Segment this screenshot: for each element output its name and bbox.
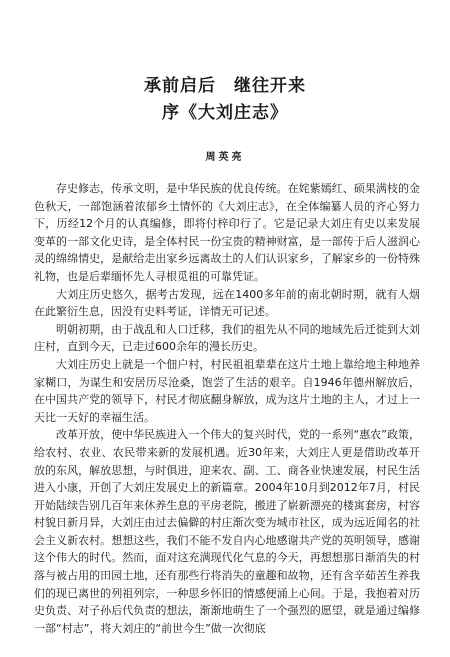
paragraph: 大刘庄历史悠久，据考古发现，远在1400多年前的南北朝时期，就有人烟在此繁衍生息，因没有史料考证，详情无可记述。 xyxy=(34,287,420,319)
title-line-1: 承前启后 继往开来 xyxy=(144,76,306,96)
author-name: 周英亮 xyxy=(205,152,245,163)
paragraph: 存史修志，传承文明，是中华民族的优良传统。在姹紫嫣红、硕果满枝的金色秋天，一部饱涵着浓郁乡土情怀的《大刘庄志》，在全体编纂人员的齐心努力下，历经12个月的认真编修，即将付梓印行了。它是记录大刘庄有史以来发展变革的一部文化史诗，是全体村民一份宝贵的精神财富，是一部传于后人滋润心灵的绵绵情史，是献给走出家乡远离故土的人们认识家乡，了解家乡的一份特殊礼物，也是后辈缅怀先人寻根觅祖的可靠凭证。 xyxy=(34,182,420,283)
body-text xyxy=(34,180,420,637)
paragraph: 大刘庄历史上就是一个佃户村，村民祖祖辈辈在这片土地上靠给地主种地养家糊口，为谋生和安居历尽沧桑，饱尝了生活的艰辛。自1946年德州解放后，在中国共产党的领导下，村民才彻底翻身解放，成为这片土地的主人，才过上一天比一天好的幸福生活。 xyxy=(34,357,420,424)
title-line-2: 序《大刘庄志》 xyxy=(162,103,288,123)
paragraph: 改革开放，使中华民族进入一个伟大的复兴时代，党的一系列“惠农”政策，给农村、农业、农民带来新的发展机遇。近30年来，大刘庄人更是借助改革开放的东风，解放思想，与时俱进，迎来农、副、工、商各业快速发展，村民生活进入小康，开创了大刘庄发展史上的新篇章。2004年10月到2012年7月，村民开始陆续告别几百年来休养生息的平房老院，搬进了崭新漂亮的楼寓套房，村容村貌日新月异，大刘庄由过去偏僻的村庄渐次变为城市社区，成为远近闻名的社会主义新农村。想想这些，我们不能不发自内心地感谢共产党的英明领导，感谢这个伟大的时代。然而，面对这充满现代化气息的今天，再想想那日渐消失的村落与被占用的田园土地，还有那些行将消失的童趣和故物，还有含辛茹苦生养我们的现已离世的列祖列宗，一种思乡怀旧的情感便涌上心间。于是，我抱着对历史负责、对子孙后代负责的想法，渐渐地萌生了一个强烈的愿望，就是通过编修一部“村志”，将大刘庄的“前世今生”做一次彻底 xyxy=(34,428,420,635)
paragraph: 明朝初期，由于战乱和人口迁移，我们的祖先从不同的地域先后迁徙到大刘庄村，直到今天，已走过600余年的漫长历史。 xyxy=(34,322,420,354)
